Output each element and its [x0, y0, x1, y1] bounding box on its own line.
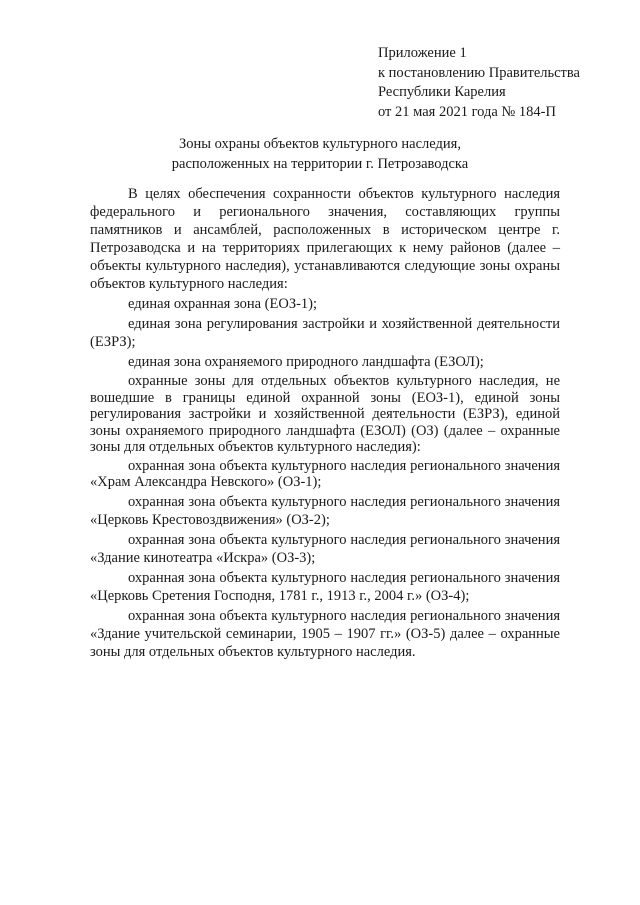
paragraph-intro: В целях обеспечения сохранности объектов культурного наследия федерального и регионального значения, составляющих группы памятников и ансамблей, расположенных в историческом центре г. Петрозаводска и на территориях прилегающих к нему районов (далее – объекты культурного наследия), устанавливаются следующие зоны охраны объектов культурного наследия: — [90, 186, 560, 292]
paragraph-oz-2: охранная зона объекта культурного наследия регионального значения «Церковь Крестовоздвижения» (ОЗ-2); — [90, 493, 560, 528]
paragraph-oz-3: охранная зона объекта культурного наследия регионального значения «Здание кинотеатра «Искра» (ОЗ-3); — [90, 531, 560, 566]
paragraph-oz-4: охранная зона объекта культурного наследия регионального значения «Церковь Сретения Господня, 1781 г., 1913 г., 2004 г.» (ОЗ-4); — [90, 569, 560, 604]
appendix-reference: к постановлению Правительства — [378, 64, 580, 81]
appendix-header — [378, 44, 618, 122]
document-title — [90, 135, 550, 174]
appendix-date: от 21 мая 2021 года № 184-П — [378, 103, 556, 120]
title-line-2: расположенных на территории г. Петрозаводска — [171, 155, 469, 172]
title-line-1: Зоны охраны объектов культурного наследия, — [179, 136, 461, 152]
paragraph-oz: охранные зоны для отдельных объектов культурного наследия, не вошедшие в границы единой охранной зоны (ЕОЗ-1), единой зоны регулирования застройки и хозяйственной деятельности (ЕЗРЗ), единой зоны охраняемого природного ландшафта (ЕЗОЛ) (ОЗ) (далее – охранные зоны для отдельных объектов культурного наследия): — [90, 373, 560, 455]
appendix-number: Приложение 1 — [378, 45, 467, 61]
appendix-issuer: Республики Карелия — [378, 84, 506, 100]
document-body — [90, 185, 560, 661]
paragraph-oz-5: охранная зона объекта культурного наследия регионального значения «Здание учительской семинарии, 1905 – 1907 гг.» (ОЗ-5) далее – охранные зоны для отдельных объектов культурного наследия. — [90, 607, 560, 660]
paragraph-oz-1: охранная зона объекта культурного наследия регионального значения «Храм Александра Невского» (ОЗ-1); — [90, 457, 560, 490]
paragraph-ezol: единая зона охраняемого природного ландшафта (ЕЗОЛ); — [128, 354, 484, 370]
paragraph-eoz: единая охранная зона (ЕОЗ-1); — [128, 296, 318, 312]
paragraph-ezrz: единая зона регулирования застройки и хозяйственной деятельности (ЕЗРЗ); — [90, 316, 560, 350]
